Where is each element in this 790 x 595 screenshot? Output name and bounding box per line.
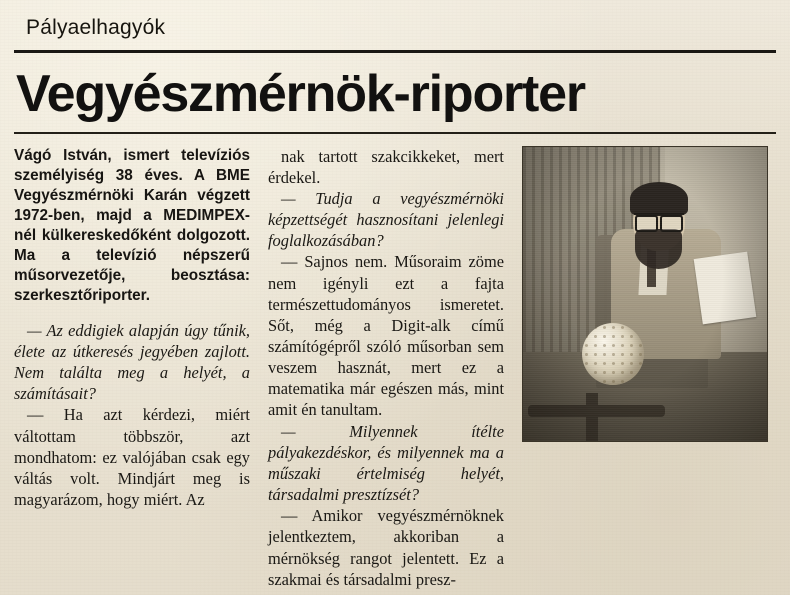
paragraph-question: — Milyennek ítélte pályakezdéskor, és milyennek ma a műszaki értelmiség helyét, társadalmi presztízsét? — [268, 421, 504, 505]
paragraph-continued: nak tartott szakcikkeket, mert érdekel. — [268, 146, 504, 187]
photo-figure — [522, 146, 768, 442]
column-middle — [268, 146, 504, 589]
running-head-rule — [14, 50, 776, 53]
column-right — [522, 146, 768, 586]
studio-portrait-photo — [522, 146, 768, 442]
photo-scanlines — [523, 147, 767, 441]
paragraph-answer: — Sajnos nem. Műsoraim zöme nem igényli ezt a fajta természettudományos ismeretet. Sőt, még a Digit-alk című számítógépről szóló műsorban sem veszem hasznát, mert ez a matematika már egészen más, mint amit én tanultam. — [268, 252, 504, 420]
paragraph-answer: — Ha azt kérdezi, miért váltottam többször, azt mondhatom: ez valójában csak egy váltás volt. Mindjárt meg is magyarázom, hogy miért. Az — [14, 405, 250, 510]
page-title: Vegyészmérnök-riporter — [16, 65, 585, 123]
paragraph-answer: — Amikor vegyészmérnöknek jelentkeztem, akkoriban a mérnökség rangot jelentett. Ez a szakmai és társadalmi presz- — [268, 506, 504, 589]
headline-rule — [14, 132, 776, 134]
paragraph-question: — Az eddigiek alapján úgy tűnik, élete az útkeresés jegyében zajlott. Nem találta meg a helyét, a számításait? — [14, 320, 250, 404]
running-head: Pályaelhagyók — [26, 16, 166, 39]
article-columns — [14, 146, 776, 589]
paragraph-question: — Tudja a vegyészmérnöki képzettségét hasznosítani jelenlegi foglalkozásában? — [268, 188, 504, 251]
column-left — [14, 146, 250, 586]
lead-paragraph: Vágó István, ismert televíziós személyiség 38 éves. A BME Vegyészmérnöki Karán végzett 1972-ben, majd a MEDIMPEX-nél külkereskedőként dolgozott. Ma a televízió népszerű műsorvezetője, beosztása: szerkesztőriporter. — [14, 146, 250, 304]
